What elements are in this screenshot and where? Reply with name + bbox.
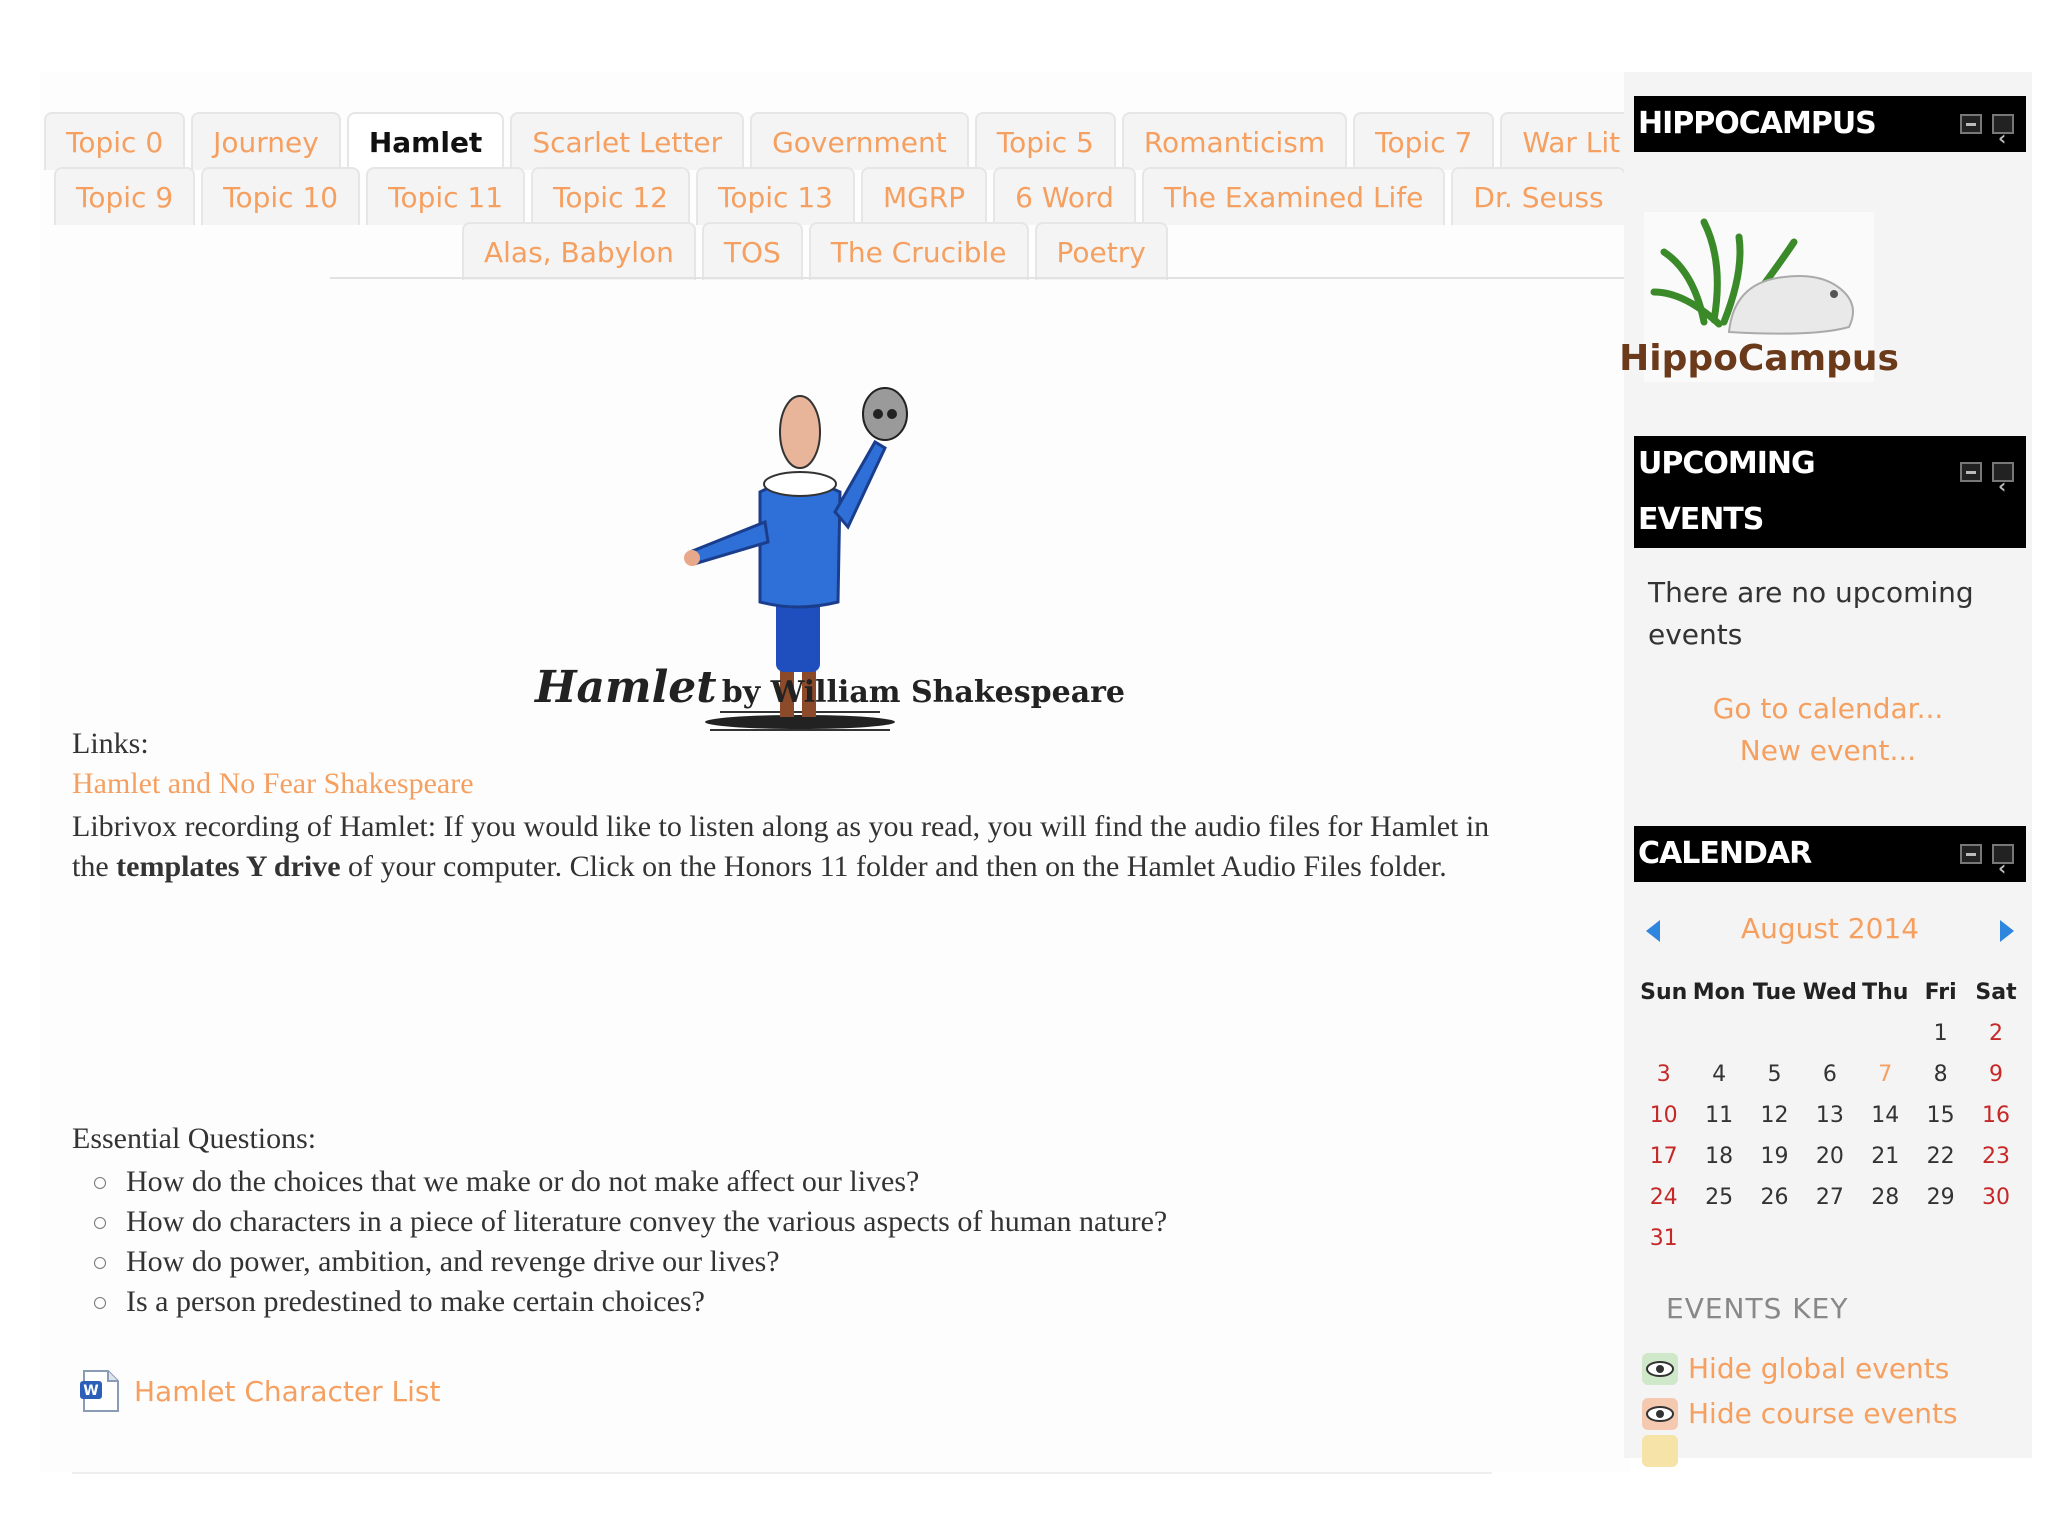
librivox-paragraph (72, 807, 1492, 887)
hippocampus-block-header (1634, 96, 2026, 152)
new-event-link[interactable]: New event... (1739, 734, 1917, 767)
calendar-navigation (1644, 912, 2016, 952)
upcoming-events-block-header (1634, 436, 2026, 548)
librivox-text-end: of your computer. Click on the Honors 11 folder and then on the Hamlet Audio Files folder. (340, 850, 1447, 883)
minimize-icon[interactable] (1960, 462, 1982, 482)
calendar-weekday-row (1636, 972, 2024, 1013)
calendar-day[interactable]: 19 (1760, 1144, 1789, 1169)
dock-icon[interactable] (1992, 844, 2014, 864)
tab-scarlet-letter[interactable]: Scarlet Letter (510, 112, 744, 170)
calendar-day[interactable]: 24 (1649, 1185, 1678, 1210)
minimize-icon[interactable] (1960, 114, 1982, 134)
calendar-day[interactable]: 18 (1705, 1144, 1734, 1169)
no-upcoming-events-message: There are no upcoming events (1648, 576, 1974, 651)
calendar-day[interactable]: 14 (1871, 1103, 1900, 1128)
hero-caption (480, 662, 1180, 713)
question-text: How do power, ambition, and revenge drive our lives? (126, 1245, 780, 1278)
tab-topic-13[interactable]: Topic 13 (696, 167, 855, 225)
calendar-week-row (1636, 1095, 2024, 1136)
calendar-week-row (1636, 1013, 2024, 1054)
question-item (88, 1242, 1167, 1282)
section-divider (72, 1472, 1492, 1474)
circle-bullet-icon (94, 1257, 106, 1269)
next-month-arrow-icon[interactable] (1998, 918, 2016, 944)
character-list-resource[interactable] (78, 1367, 440, 1415)
calendar-day[interactable]: 9 (1989, 1062, 2004, 1087)
weekday-label: Thu (1862, 980, 1909, 1005)
calendar-day[interactable]: 3 (1656, 1062, 1671, 1087)
eye-icon (1642, 1398, 1678, 1430)
question-text: How do the choices that we make or do not make affect our lives? (126, 1165, 920, 1198)
hide-global-events-toggle[interactable] (1642, 1352, 1949, 1385)
tab-topic-7[interactable]: Topic 7 (1353, 112, 1494, 170)
calendar-day[interactable]: 5 (1767, 1062, 1782, 1087)
hippocampus-block-title: HIPPOCAMPUS (1638, 106, 1876, 141)
calendar-day[interactable]: 13 (1815, 1103, 1844, 1128)
circle-bullet-icon (94, 1177, 106, 1189)
calendar-week-row (1636, 1136, 2024, 1177)
question-text: How do characters in a piece of literature convey the various aspects of human nature? (126, 1205, 1168, 1238)
calendar-day[interactable]: 23 (1982, 1144, 2011, 1169)
calendar-day[interactable]: 10 (1649, 1103, 1678, 1128)
essential-questions-list (88, 1162, 1167, 1322)
tab-romanticism[interactable]: Romanticism (1122, 112, 1347, 170)
librivox-drive-name: templates Y drive (116, 850, 341, 883)
tab-poetry[interactable]: Poetry (1035, 222, 1168, 280)
tab-topic-12[interactable]: Topic 12 (531, 167, 690, 225)
hide-course-events-label: Hide course events (1688, 1397, 1958, 1430)
links-label: Links: (72, 727, 149, 760)
tab-tos[interactable]: TOS (702, 222, 803, 280)
tab-row-2 (54, 167, 1632, 225)
calendar-day[interactable]: 21 (1871, 1144, 1900, 1169)
essential-questions-label: Essential Questions: (72, 1122, 317, 1155)
calendar-day[interactable]: 29 (1926, 1185, 1955, 1210)
calendar-day[interactable]: 30 (1982, 1185, 2011, 1210)
eye-icon (1642, 1435, 1678, 1467)
circle-bullet-icon (94, 1297, 106, 1309)
minimize-icon[interactable] (1960, 844, 1982, 864)
tab-government[interactable]: Government (750, 112, 969, 170)
tab-journey[interactable]: Journey (191, 112, 341, 170)
events-key-item-partial (1642, 1444, 1688, 1458)
upcoming-events-title-line2: EVENTS (1638, 502, 1764, 537)
svg-text:W: W (83, 1383, 99, 1399)
calendar-day[interactable]: 6 (1822, 1062, 1837, 1087)
weekday-label: Wed (1802, 980, 1857, 1005)
calendar-day[interactable]: 2 (1989, 1021, 2004, 1046)
tab-6-word[interactable]: 6 Word (993, 167, 1136, 225)
calendar-day[interactable]: 27 (1815, 1185, 1844, 1210)
circle-bullet-icon (94, 1217, 106, 1229)
calendar-day[interactable]: 17 (1649, 1144, 1678, 1169)
sidebar (1619, 72, 2032, 1458)
calendar-day[interactable]: 20 (1815, 1144, 1844, 1169)
calendar-week-row (1636, 1218, 2024, 1259)
hide-global-events-label: Hide global events (1688, 1352, 1950, 1385)
tab-alas-babylon[interactable]: Alas, Babylon (462, 222, 696, 280)
character-list-link[interactable]: Hamlet Character List (134, 1374, 441, 1408)
calendar-week-row (1636, 1177, 2024, 1218)
tab-dr-seuss[interactable]: Dr. Seuss (1451, 167, 1625, 225)
eye-icon (1642, 1353, 1678, 1385)
weekday-label: Tue (1752, 980, 1797, 1005)
calendar-day[interactable]: 7 (1878, 1062, 1893, 1087)
tab-topic-9[interactable]: Topic 9 (54, 167, 195, 225)
calendar-week-row (1636, 1054, 2024, 1095)
calendar-month-title[interactable]: August 2014 (1740, 912, 1920, 945)
upcoming-events-title-line1: UPCOMING (1638, 446, 1815, 481)
tab-topic-0[interactable]: Topic 0 (44, 112, 185, 170)
hide-course-events-toggle[interactable] (1642, 1397, 1958, 1430)
weekday-label: Mon (1692, 980, 1746, 1005)
calendar-day[interactable]: 12 (1760, 1103, 1789, 1128)
hippocampus-logo[interactable] (1619, 212, 1899, 382)
calendar-day[interactable]: 31 (1649, 1226, 1678, 1251)
hamlet-no-fear-link[interactable]: Hamlet and No Fear Shakespeare (72, 767, 474, 800)
calendar-grid (1636, 972, 2024, 1259)
calendar-day[interactable]: 11 (1705, 1103, 1734, 1128)
tab-divider (330, 277, 1630, 279)
calendar-day[interactable]: 4 (1712, 1062, 1727, 1087)
calendar-day[interactable]: 26 (1760, 1185, 1789, 1210)
hero-byline: by William Shakespeare (721, 675, 1126, 710)
question-text: Is a person predestined to make certain choices? (126, 1285, 705, 1318)
calendar-block-title: CALENDAR (1638, 836, 1812, 871)
weekday-label: Sat (1975, 980, 2017, 1005)
calendar-day[interactable]: 15 (1926, 1103, 1955, 1128)
tab-the-examined-life[interactable]: The Examined Life (1142, 167, 1446, 225)
tab-row-3 (462, 222, 1174, 280)
question-item (88, 1282, 1167, 1322)
block-controls (1960, 844, 2014, 864)
calendar-block-header (1634, 826, 2026, 882)
tab-mgrp[interactable]: MGRP (861, 167, 987, 225)
weekday-label: Fri (1924, 980, 1957, 1005)
block-controls (1960, 114, 2014, 134)
librivox-text-start: Librivox recording of Hamlet: If you would like to listen along as you read, you will find the audio files for Hamlet in the (72, 810, 1490, 883)
tab-hamlet[interactable]: Hamlet (347, 112, 504, 170)
calendar-day[interactable]: 28 (1871, 1185, 1900, 1210)
block-controls (1960, 462, 2014, 482)
calendar-day[interactable]: 1 (1933, 1021, 1948, 1046)
weekday-label: Sun (1640, 980, 1688, 1005)
tab-topic-10[interactable]: Topic 10 (201, 167, 360, 225)
tab-the-crucible[interactable]: The Crucible (809, 222, 1029, 280)
events-key-heading: EVENTS KEY (1666, 1292, 1849, 1325)
calendar-day[interactable]: 8 (1933, 1062, 1948, 1087)
question-item (88, 1162, 1167, 1202)
calendar-day[interactable]: 22 (1926, 1144, 1955, 1169)
calendar-day[interactable]: 25 (1705, 1185, 1734, 1210)
hero-title: Hamlet (534, 662, 717, 713)
dock-icon[interactable] (1992, 462, 2014, 482)
hippocampus-logo-text: HippoCampus (1619, 338, 1899, 379)
question-item (88, 1202, 1167, 1242)
tab-topic-5[interactable]: Topic 5 (975, 112, 1116, 170)
tab-topic-11[interactable]: Topic 11 (366, 167, 525, 225)
dock-icon[interactable] (1992, 114, 2014, 134)
tab-row-1 (44, 112, 1648, 170)
tab-war-lit[interactable]: War Lit (1500, 112, 1642, 170)
course-content (40, 72, 1630, 1472)
calendar-day[interactable]: 16 (1982, 1103, 2011, 1128)
go-to-calendar-link[interactable]: Go to calendar... (1712, 692, 1944, 725)
word-document-icon (78, 1367, 122, 1415)
